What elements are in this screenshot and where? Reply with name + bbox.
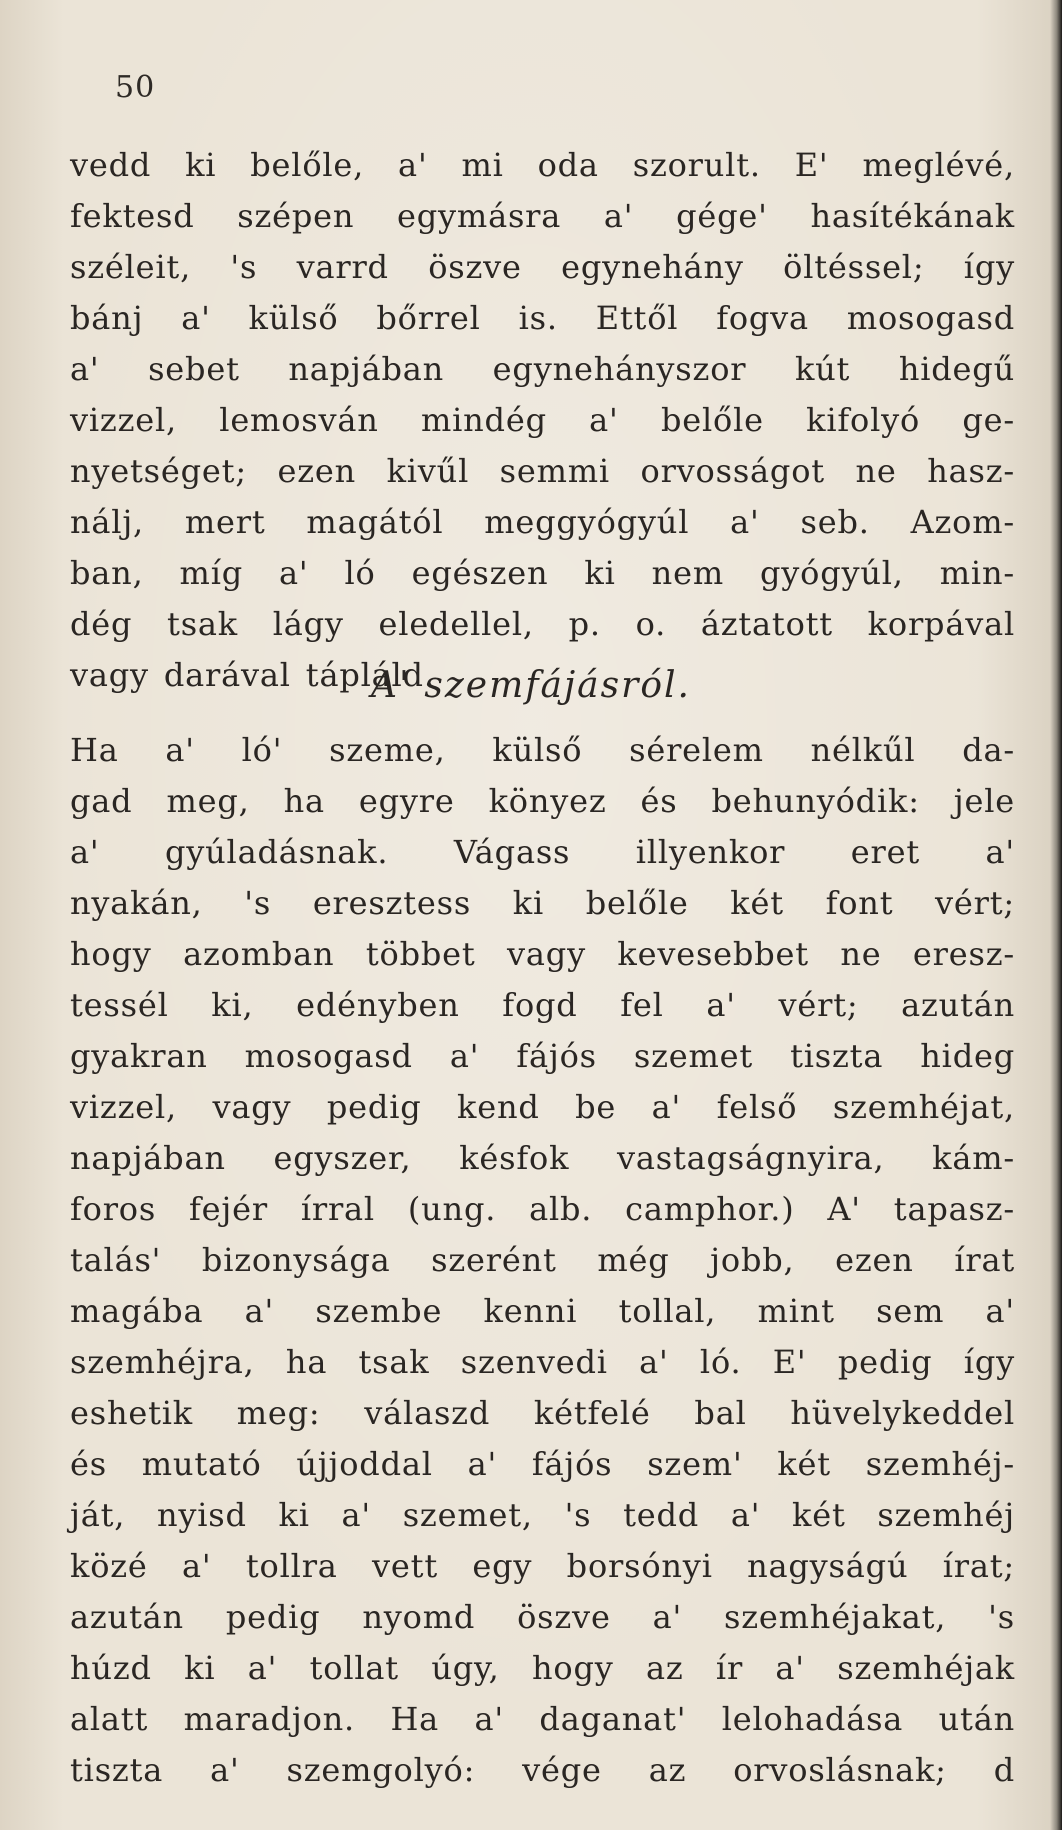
text-line: hogy azomban többet vagy kevesebbet ne eresz- [70,935,1015,973]
text-line: napjában egyszer, késfok vastagságnyira, kám- [70,1139,1015,1177]
text-line: a' gyúladásnak. Vágass illyenkor eret a' [70,833,1015,871]
text-line: Ha a' ló' szeme, külső sérelem nélkűl da- [70,731,1015,769]
text-line: ban, míg a' ló egészen ki nem gyógyúl, min- [70,554,1015,592]
text-line: vagy darával tápláld. [70,656,435,694]
text-line: vedd ki belőle, a' mi oda szorult. E' meglévé, [70,146,1015,184]
text-line: eshetik meg: válaszd kétfelé bal hüvelykeddel [70,1394,1015,1432]
text-line: magába a' szembe kenni tollal, mint sem a' [70,1292,1015,1330]
text-line: húzd ki a' tollat úgy, hogy az ír a' szemhéjak [70,1649,1015,1687]
text-line: foros fejér írral (ung. alb. camphor.) A' tapasz- [70,1190,1015,1228]
text-line: tessél ki, edényben fogd fel a' vért; azután [70,986,1015,1024]
text-line: tiszta a' szemgolyó: vége az orvoslásnak; d [70,1751,1015,1789]
text-line: gad meg, ha egyre könyez és behunyódik: jele [70,782,1015,820]
text-line: széleit, 's varrd öszve egynehány öltéssel; így [70,248,1015,286]
text-line: szemhéjra, ha tsak szenvedi a' ló. E' pedig így [70,1343,1015,1381]
text-line: és mutató újjoddal a' fájós szem' két szemhéj- [70,1445,1015,1483]
text-line: nyakán, 's eresztess ki belőle két font vért; [70,884,1015,922]
text-line: vizzel, vagy pedig kend be a' felső szemhéjat, [70,1088,1015,1126]
page-number: 50 [115,70,156,105]
text-line: ját, nyisd ki a' szemet, 's tedd a' két szemhéj [70,1496,1015,1534]
paragraph-2 [70,725,1015,1796]
text-line: azután pedig nyomd öszve a' szemhéjakat, 's [70,1598,1015,1636]
text-line: talás' bizonysága szerént még jobb, ezen írat [70,1241,1015,1279]
section-heading: A' szemfájásról. [371,665,691,706]
text-line: vizzel, lemosván mindég a' belőle kifolyó ge- [70,401,1015,439]
text-line: a' sebet napjában egynehányszor kút hidegű [70,350,1015,388]
text-line: dég tsak lágy eledellel, p. o. áztatott korpával [70,605,1015,643]
page-edge-shadow [1050,0,1062,1830]
text-line: gyakran mosogasd a' fájós szemet tiszta hideg [70,1037,1015,1075]
text-line: fektesd szépen egymásra a' gége' hasítékának [70,197,1015,235]
text-line: alatt maradjon. Ha a' daganat' lelohadása után [70,1700,1015,1738]
paragraph-1 [70,140,1015,701]
text-line: közé a' tollra vett egy borsónyi nagyságú írat; [70,1547,1015,1585]
text-line: bánj a' külső bőrrel is. Ettől fogva mosogasd [70,299,1015,337]
text-line: nálj, mert magától meggyógyúl a' seb. Azom- [70,503,1015,541]
text-line: nyetséget; ezen kivűl semmi orvosságot ne hasz- [70,452,1015,490]
